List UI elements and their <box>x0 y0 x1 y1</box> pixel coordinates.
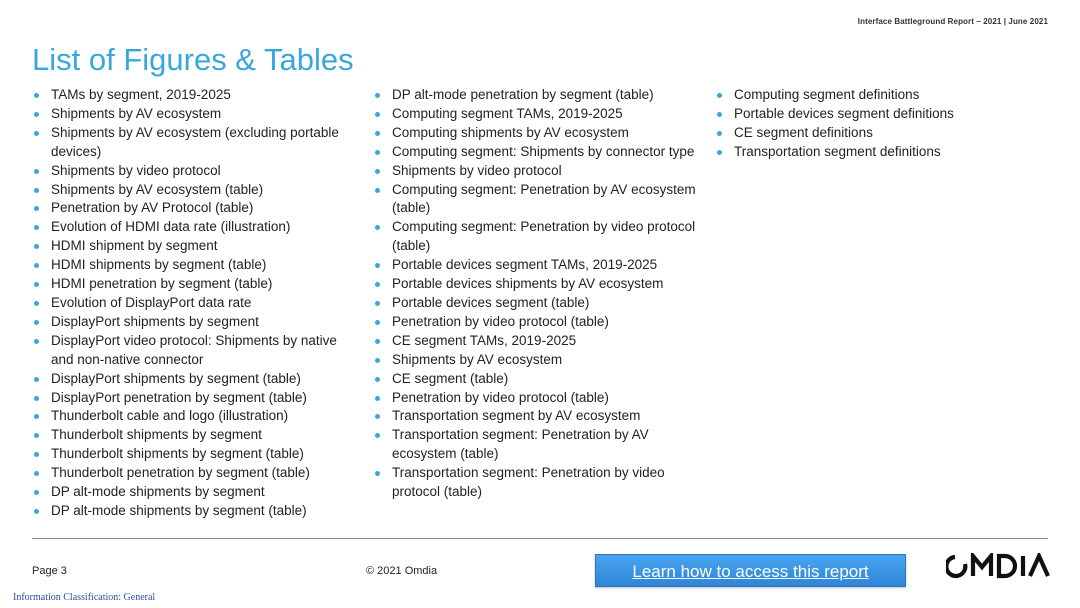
list-item-label: DP alt-mode penetration by segment (table) <box>392 87 654 102</box>
list-item-label: DisplayPort shipments by segment (table) <box>51 370 301 386</box>
list-item-label: DisplayPort penetration by segment (table) <box>51 389 307 405</box>
bullet-dot-icon <box>375 188 380 193</box>
list-item <box>32 502 362 521</box>
list-item <box>373 351 703 370</box>
list-item-label: Shipments by AV ecosystem <box>392 351 563 367</box>
omdia-logo-icon <box>946 553 1050 579</box>
bullet-dot-icon <box>717 93 722 98</box>
list-item-label: Shipments by AV ecosystem (table) <box>51 181 264 197</box>
figures-column-2 <box>373 86 703 502</box>
list-item <box>373 181 703 219</box>
bullet-dot-icon <box>34 282 39 287</box>
bullet-dot-icon <box>375 433 380 438</box>
list-item-label: Thunderbolt cable and logo (illustration) <box>51 408 289 424</box>
list-item <box>715 124 1045 143</box>
bullet-dot-icon <box>34 509 39 514</box>
bullet-dot-icon <box>375 263 380 268</box>
list-item-label: Portable devices segment (table) <box>392 294 590 310</box>
information-classification: Information Classification: General <box>13 592 156 603</box>
bullet-dot-icon <box>34 244 39 249</box>
list-item-label: Computing segment: Penetration by video protocol (table) <box>392 219 696 254</box>
list-item <box>32 332 362 370</box>
bullet-dot-icon <box>34 490 39 495</box>
list-item <box>32 294 362 313</box>
list-item-label: Transportation segment definitions <box>734 143 941 159</box>
list-item <box>715 143 1045 162</box>
copyright-notice: © 2021 Omdia <box>366 565 438 577</box>
list-item-label: Portable devices segment definitions <box>734 105 954 121</box>
list-item-label: CE segment TAMs, 2019-2025 <box>392 332 577 348</box>
bullet-dot-icon <box>34 169 39 174</box>
bullet-dot-icon <box>375 93 380 98</box>
list-item-label: Evolution of HDMI data rate (illustration) <box>51 219 291 235</box>
list-item <box>373 464 703 502</box>
omdia-logo <box>946 553 1050 579</box>
bullet-dot-icon <box>34 301 39 306</box>
list-item-label: Computing segment definitions <box>734 87 920 102</box>
list-item <box>373 332 703 351</box>
list-item-label: Transportation segment: Penetration by video protocol (table) <box>392 465 665 500</box>
bullet-dot-icon <box>34 131 39 136</box>
list-item-label: Computing segment: Shipments by connector type <box>392 143 695 159</box>
list-item <box>373 124 703 143</box>
bullet-dot-icon <box>375 396 380 401</box>
list-item <box>32 105 362 124</box>
list-item-label: Thunderbolt shipments by segment (table) <box>51 446 304 462</box>
bullet-dot-icon <box>34 339 39 344</box>
bullet-dot-icon <box>375 131 380 136</box>
list-item <box>32 124 362 162</box>
bullet-dot-icon <box>34 414 39 419</box>
list-item-label: Shipments by AV ecosystem <box>51 105 222 121</box>
list-item <box>373 389 703 408</box>
bullet-dot-icon <box>375 169 380 174</box>
list-item <box>373 313 703 332</box>
list-item <box>373 218 703 256</box>
list-item-label: Computing segment TAMs, 2019-2025 <box>392 105 623 121</box>
list-item <box>373 162 703 181</box>
bullet-dot-icon <box>34 93 39 98</box>
list-item-label: Computing segment: Penetration by AV ecosystem (table) <box>392 181 696 216</box>
list-item <box>373 407 703 426</box>
list-item <box>32 389 362 408</box>
list-item-label: Evolution of DisplayPort data rate <box>51 294 252 310</box>
report-header: Interface Battleground Report – 2021 | June 2021 <box>857 17 1048 26</box>
list-item <box>32 464 362 483</box>
list-item <box>32 370 362 389</box>
list-item <box>32 445 362 464</box>
figures-list <box>0 86 1080 526</box>
list-item-label: HDMI penetration by segment (table) <box>51 276 273 292</box>
learn-access-report-button[interactable]: Learn how to access this report <box>595 554 906 587</box>
list-item <box>373 105 703 124</box>
bullet-dot-icon <box>375 225 380 230</box>
bullet-dot-icon <box>34 320 39 325</box>
list-item <box>32 162 362 181</box>
list-item-label: HDMI shipments by segment (table) <box>51 257 267 273</box>
list-item <box>32 181 362 200</box>
bullet-dot-icon <box>375 112 380 117</box>
bullet-dot-icon <box>34 471 39 476</box>
list-item <box>715 105 1045 124</box>
bullet-dot-icon <box>34 225 39 230</box>
bullet-dot-icon <box>34 112 39 117</box>
list-item <box>32 218 362 237</box>
bullet-dot-icon <box>34 396 39 401</box>
figures-column-3 <box>715 86 1045 162</box>
list-item-label: Thunderbolt penetration by segment (table) <box>51 465 310 481</box>
list-item-label: TAMs by segment, 2019-2025 <box>51 87 231 102</box>
bullet-dot-icon <box>375 339 380 344</box>
bullet-dot-icon <box>375 320 380 325</box>
bullet-dot-icon <box>717 150 722 155</box>
footer-divider <box>32 538 1048 539</box>
list-item <box>32 275 362 294</box>
list-item-label: Portable devices segment TAMs, 2019-2025 <box>392 257 658 273</box>
list-item-label: Computing shipments by AV ecosystem <box>392 124 629 140</box>
bullet-dot-icon <box>375 471 380 476</box>
list-item-label: DisplayPort video protocol: Shipments by native and non-native connector <box>51 332 337 367</box>
bullet-dot-icon <box>375 301 380 306</box>
page-number: Page 3 <box>32 565 67 577</box>
list-item <box>32 199 362 218</box>
list-item-label: Transportation segment: Penetration by AV ecosystem (table) <box>392 427 649 462</box>
bullet-dot-icon <box>375 358 380 363</box>
bullet-dot-icon <box>375 414 380 419</box>
list-item-label: DP alt-mode shipments by segment <box>51 484 265 500</box>
list-item-label: HDMI shipment by segment <box>51 238 218 254</box>
list-item-label: Shipments by video protocol <box>51 162 221 178</box>
list-item-label: Shipments by video protocol <box>392 162 562 178</box>
list-item-label: Thunderbolt shipments by segment <box>51 427 262 443</box>
list-item-label: Transportation segment by AV ecosystem <box>392 408 641 424</box>
list-item <box>32 256 362 275</box>
list-item-label: Portable devices shipments by AV ecosystem <box>392 276 664 292</box>
list-item <box>32 483 362 502</box>
list-item-label: DP alt-mode shipments by segment (table) <box>51 502 307 518</box>
list-item <box>32 426 362 445</box>
figures-column-1 <box>32 86 362 521</box>
list-item-label: DisplayPort shipments by segment <box>51 313 259 329</box>
list-item <box>373 294 703 313</box>
list-item-label: Penetration by video protocol (table) <box>392 389 609 405</box>
list-item <box>373 426 703 464</box>
list-item-label: CE segment (table) <box>392 370 509 386</box>
list-item <box>32 407 362 426</box>
list-item <box>373 370 703 389</box>
list-item-label: Penetration by video protocol (table) <box>392 313 609 329</box>
list-item <box>32 313 362 332</box>
bullet-dot-icon <box>375 377 380 382</box>
page-title: List of Figures & Tables <box>32 42 354 77</box>
bullet-dot-icon <box>34 263 39 268</box>
bullet-dot-icon <box>34 206 39 211</box>
list-item <box>32 237 362 256</box>
list-item-label: Shipments by AV ecosystem (excluding portable devices) <box>51 124 339 159</box>
bullet-dot-icon <box>375 282 380 287</box>
bullet-dot-icon <box>34 377 39 382</box>
list-item-label: CE segment definitions <box>734 124 873 140</box>
list-item <box>373 256 703 275</box>
bullet-dot-icon <box>717 112 722 117</box>
list-item <box>373 275 703 294</box>
bullet-dot-icon <box>34 188 39 193</box>
list-item <box>32 86 362 105</box>
bullet-dot-icon <box>34 452 39 457</box>
bullet-dot-icon <box>375 150 380 155</box>
bullet-dot-icon <box>717 131 722 136</box>
list-item-label: Penetration by AV Protocol (table) <box>51 200 254 216</box>
list-item <box>373 86 703 105</box>
list-item <box>373 143 703 162</box>
list-item <box>715 86 1045 105</box>
bullet-dot-icon <box>34 433 39 438</box>
